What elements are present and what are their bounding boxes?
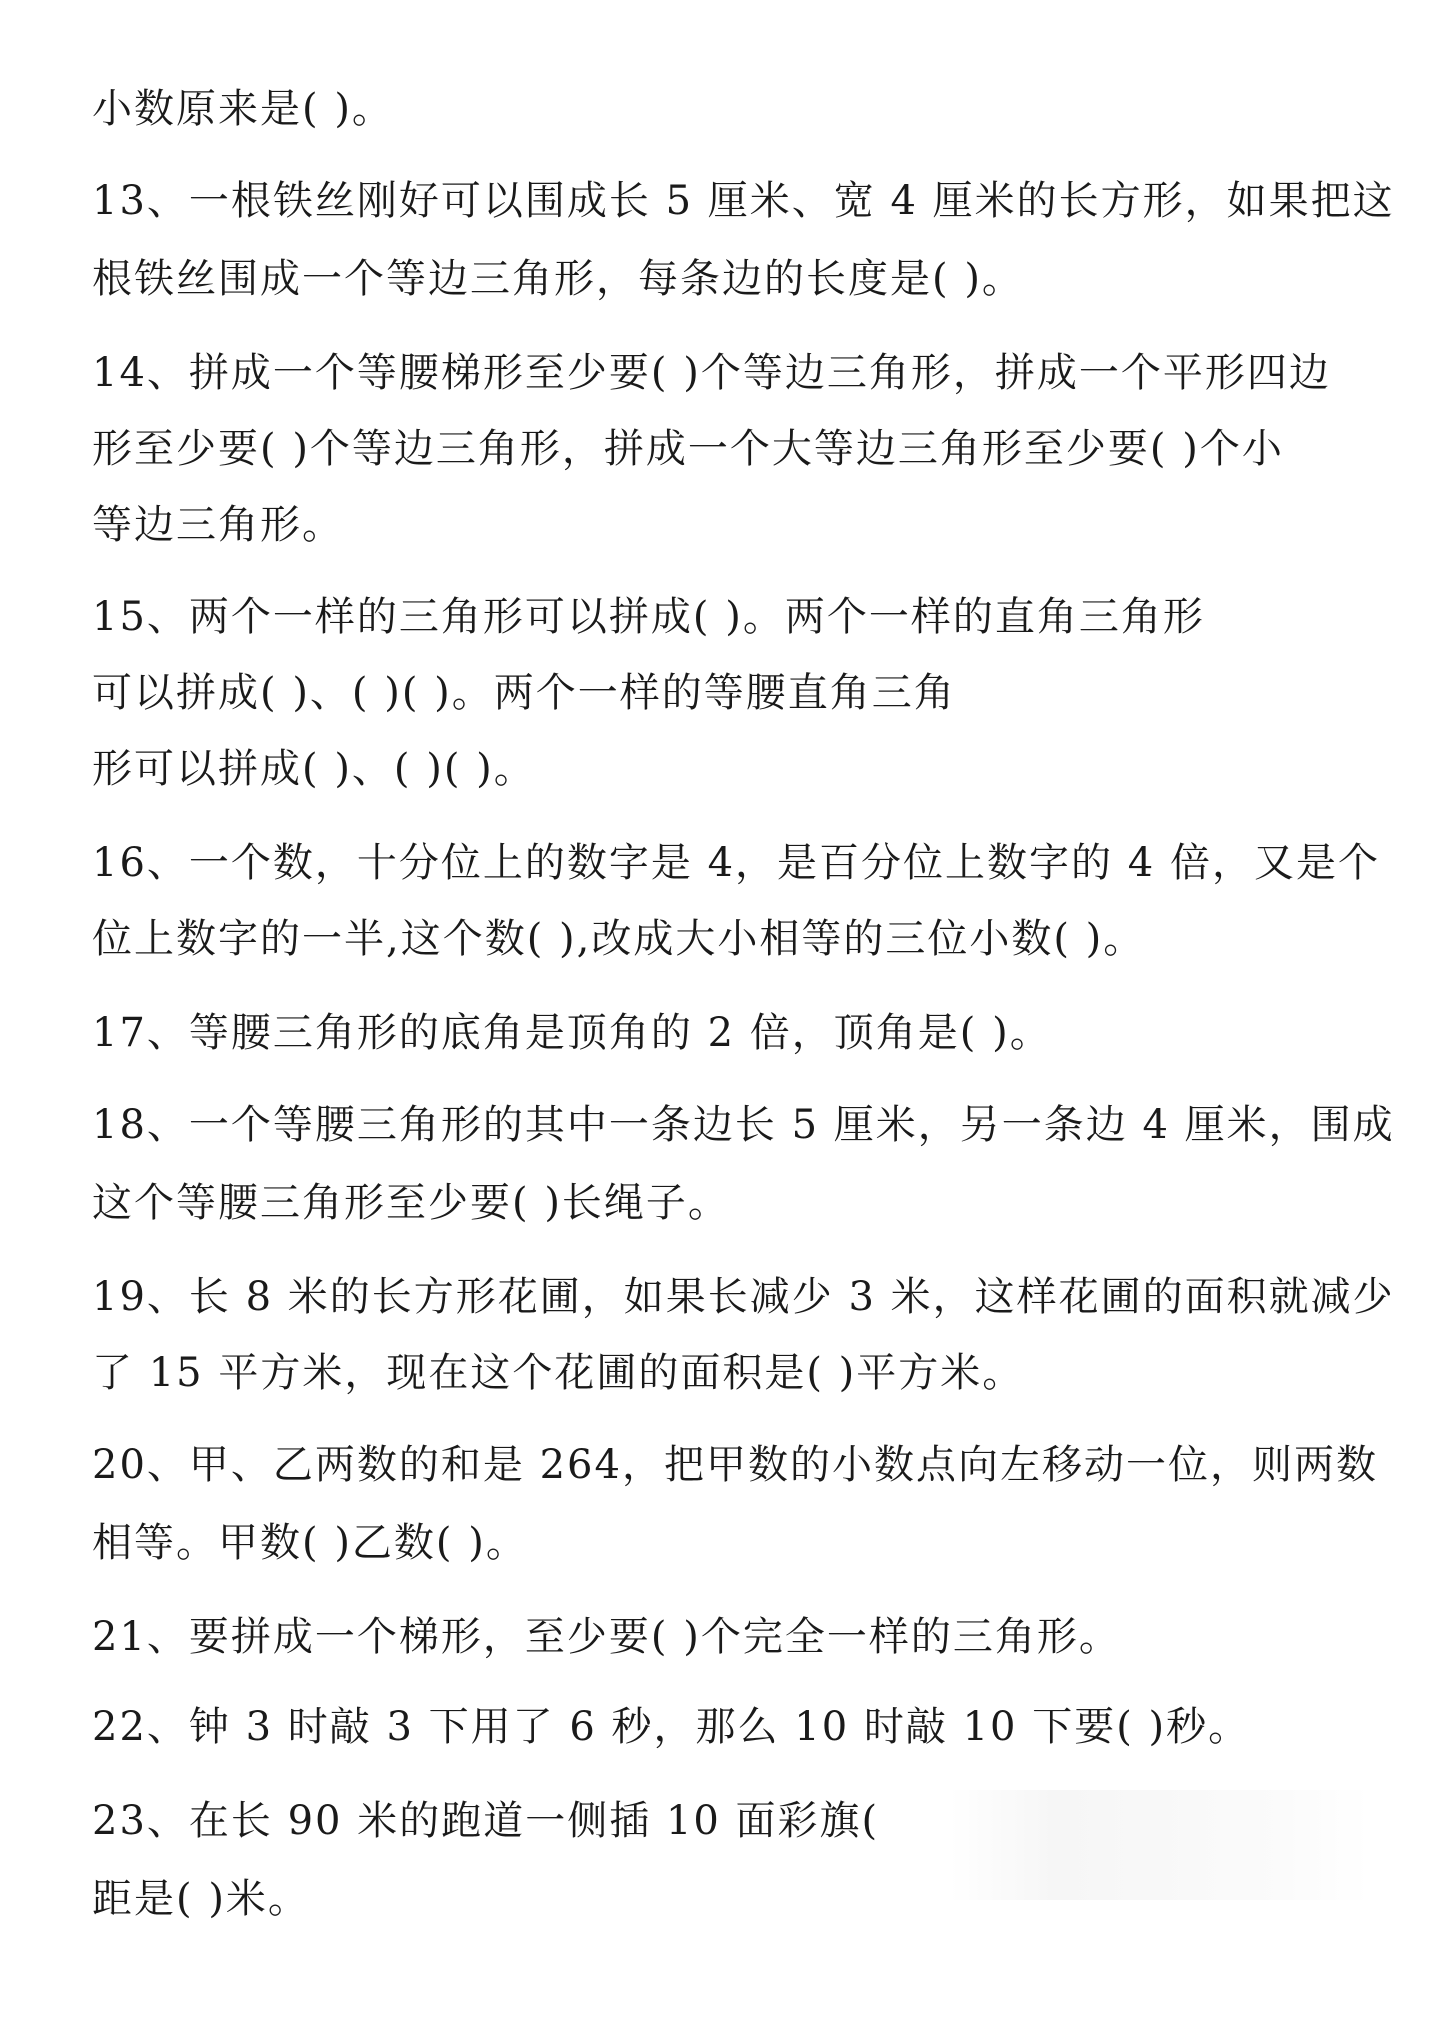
q15-line-2: 可以拼成( )、( )( )。两个一样的等腰直角三角 — [92, 670, 956, 716]
q23-line-1: 23、在长 90 米的跑道一侧插 10 面彩旗( — [92, 1798, 880, 1844]
q19-line-2: 了 15 平方米，现在这个花圃的面积是( )平方米。 — [92, 1350, 1025, 1396]
q21-line-1: 21、要拼成一个梯形，至少要( )个完全一样的三角形。 — [92, 1614, 1121, 1660]
q16-line-2: 位上数字的一半,这个数( ),改成大小相等的三位小数( )。 — [92, 916, 1146, 962]
q13-line-1: 13、一根铁丝刚好可以围成长 5 厘米、宽 4 厘米的长方形，如果把这 — [92, 178, 1395, 224]
q23-line-2: 距是( )米。 — [92, 1876, 310, 1922]
q15-line-3: 形可以拼成( )、( )( )。 — [92, 746, 536, 792]
q22-line-1: 22、钟 3 时敲 3 下用了 6 秒，那么 10 时敲 10 下要( )秒。 — [92, 1704, 1251, 1750]
q12-line-end: 小数原来是( )。 — [92, 86, 394, 132]
q18-line-2: 这个等腰三角形至少要( )长绳子。 — [92, 1180, 730, 1226]
faded-region — [950, 1790, 1370, 1900]
q15-line-1: 15、两个一样的三角形可以拼成( )。两个一样的直角三角形 — [92, 594, 1205, 640]
q14-line-3: 等边三角形。 — [92, 502, 344, 548]
q16-line-1: 16、一个数，十分位上的数字是 4，是百分位上数字的 4 倍，又是个 — [92, 840, 1380, 886]
q17-line-1: 17、等腰三角形的底角是顶角的 2 倍，顶角是( )。 — [92, 1010, 1052, 1056]
q13-line-2: 根铁丝围成一个等边三角形，每条边的长度是( )。 — [92, 256, 1024, 302]
q14-line-2: 形至少要( )个等边三角形，拼成一个大等边三角形至少要( )个小 — [92, 426, 1284, 472]
q19-line-1: 19、长 8 米的长方形花圃，如果长减少 3 米，这样花圃的面积就减少 — [92, 1274, 1395, 1320]
q20-line-1: 20、甲、乙两数的和是 264，把甲数的小数点向左移动一位，则两数 — [92, 1442, 1378, 1488]
q20-line-2: 相等。甲数( )乙数( )。 — [92, 1520, 528, 1566]
q18-line-1: 18、一个等腰三角形的其中一条边长 5 厘米，另一条边 4 厘米，围成 — [92, 1102, 1395, 1148]
q14-line-1: 14、拼成一个等腰梯形至少要( )个等边三角形，拼成一个平形四边 — [92, 350, 1331, 396]
